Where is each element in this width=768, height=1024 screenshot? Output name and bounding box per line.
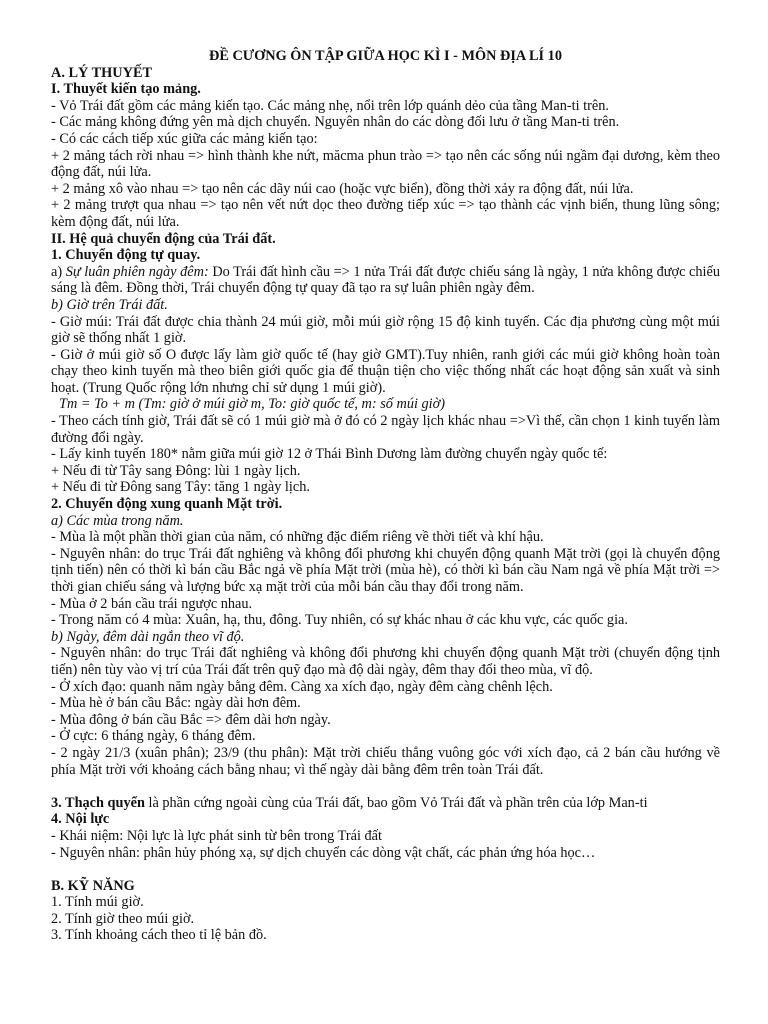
paragraph: - Trong năm có 4 mùa: Xuân, hạ, thu, đông. Tuy nhiên, có sự khác nhau ở các khu vực, các quốc gia. [51,612,628,629]
paragraph: - Mùa hè ở bán cầu Bắc: ngày dài hơn đêm. [51,695,301,712]
lithosphere-text: là phần cứng ngoài cùng của Trái đất, bao gồm Vỏ Trái đất và phần trên của lớp Man-ti [144,794,648,811]
paragraph: + 2 mảng trượt qua nhau => tạo nên vết nứt dọc theo đường tiếp xúc => tạo thành các vịnh biển, thung lũng sông; kèm động đất, núi lửa. [51,197,720,230]
paragraph: - Ở cực: 6 tháng ngày, 6 tháng đêm. [51,728,256,745]
paragraph [51,264,720,297]
paragraph: - Giờ ở múi giờ số O được lấy làm giờ quốc tế (hay giờ GMT).Tuy nhiên, ranh giới các múi giờ không hoàn toàn chạy theo kinh tuyến mà theo biên giới quốc gia để thuận tiện cho việc thống nhất các hoạt động sản xuất và sinh hoạt. (Trung Quốc rộng lớn nhưng chỉ sử dụng 1 múi giờ). [51,346,720,396]
lithosphere-heading: 3. Thạch quyển [51,794,145,811]
paragraph: - 2 ngày 21/3 (xuân phân); 23/9 (thu phân): Mặt trời chiếu thẳng vuông góc với xích đạo, cả 2 bán cầu hướng về phía Mặt trời với khoảng cách bằng nhau; vì thế ngày dài bằng đêm trên toàn Trái đất. [51,744,720,778]
day-length-heading: b) Ngày, đêm dài ngắn theo vĩ độ. [51,628,245,645]
time-formula: Tm = To + m (Tm: giờ ở múi giờ m, To: giờ quốc tế, m: số múi giờ) [59,396,446,413]
paragraph [51,795,720,812]
paragraph: - Mùa là một phần thời gian của năm, có những đặc điểm riêng về thời tiết và khí hậu. [51,529,544,546]
spacer [51,778,720,795]
time-heading: b) Giờ trên Trái đất. [51,296,168,313]
section-a-heading: A. LÝ THUYẾT [51,64,153,81]
section-b-heading: B. KỸ NĂNG [51,877,135,894]
paragraph: - Giờ múi: Trái đất được chia thành 24 múi giờ, mỗi múi giờ rộng 15 độ kinh tuyến. Các địa phương cùng một múi giờ sẽ thống nhất 1 giờ. [51,313,720,347]
sub2-heading: 2. Chuyển động xung quanh Mặt trời. [51,496,283,513]
sub1-heading: 1. Chuyển động tự quay. [51,247,201,264]
endogenic-heading: 4. Nội lực [51,811,110,828]
paragraph: - Lấy kinh tuyến 180* nằm giữa múi giờ 12 ở Thái Bình Dương làm đường chuyển ngày quốc tế: [51,446,608,463]
part1-heading: I. Thuyết kiến tạo mảng. [51,81,201,98]
paragraph: - Nguyên nhân: do trục Trái đất nghiêng và không đổi phương khi chuyển động quanh Mặt trời (gọi là chuyển động tịnh tiến) nên có thời kì bán cầu Bắc ngả về phía Mặt trời (mùa hè), có thời kì bán cầu Nam ngả về phía Mặt trời => thời gian chiếu sáng và lượng bức xạ mặt trời của mỗi bán cầu thay đổi trong năm. [51,545,720,595]
day-night-text: Do Trái đất hình cầu => 1 nửa Trái đất được chiếu sáng là ngày, 1 nửa không được chiếu sáng là đêm. Đồng thời, Trái chuyển động tự quay đã tạo ra sự luân phiên ngày đêm. [51,263,721,297]
paragraph: - Khái niệm: Nội lực là lực phát sinh từ bên trong Trái đất [51,827,382,844]
day-night-label: Sự luân phiên ngày đêm: [65,263,209,280]
list-item: 2. Tính giờ theo múi giờ. [51,910,195,927]
paragraph: - Nguyên nhân: do trục Trái đất nghiêng và không đổi phương khi chuyển động quanh Mặt trời (chuyển động tịnh tiến) nên tùy vào vị trí của Trái đất trên quỹ đạo mà độ dài ngày, đêm thay đổi theo mùa, vĩ độ. [51,645,720,678]
paragraph: - Các mảng không đứng yên mà dịch chuyển. Nguyên nhân do các dòng đối lưu ở tầng Man-ti trên. [51,114,620,131]
paragraph: - Nguyên nhân: phân hủy phóng xạ, sự dịch chuyển các dòng vật chất, các phản ứng hóa học… [51,844,596,861]
seasons-heading: a) Các mùa trong năm. [51,512,184,529]
list-item: 3. Tính khoảng cách theo tỉ lệ bản đồ. [51,927,267,944]
paragraph: - Theo cách tính giờ, Trái đất sẽ có 1 múi giờ mà ở đó có 2 ngày lịch khác nhau =>Vì thế, cần chọn 1 kinh tuyến làm đường đổi ngày. [51,413,720,446]
paragraph: + Nếu đi từ Đông sang Tây: tăng 1 ngày lịch. [51,479,310,496]
paragraph: + 2 mảng tách rời nhau => hình thành khe nứt, măcma phun trào => tạo nên các sống núi ngầm đại dương, kèm theo động đất, núi lửa. [51,147,720,181]
spacer [51,861,720,878]
paragraph: + Nếu đi từ Tây sang Đông: lùi 1 ngày lịch. [51,462,301,479]
document-title: ĐỀ CƯƠNG ÔN TẬP GIỮA HỌC KÌ I - MÔN ĐỊA LÍ 10 [209,48,562,64]
paragraph: - Ở xích đạo: quanh năm ngày bằng đêm. Càng xa xích đạo, ngày đêm càng chênh lệch. [51,678,553,695]
a-prefix: a) [51,263,66,280]
list-item: 1. Tính múi giờ. [51,894,144,911]
paragraph: - Vỏ Trái đất gồm các mảng kiến tạo. Các mảng nhẹ, nổi trên lớp quánh dẻo của tầng Man-ti trên. [51,97,609,114]
part2-heading: II. Hệ quả chuyển động của Trái đất. [51,230,276,247]
paragraph: + 2 mảng xô vào nhau => tạo nên các dãy núi cao (hoặc vực biển), đồng thời xảy ra động đất, núi lửa. [51,180,634,197]
paragraph: - Mùa ở 2 bán cầu trái ngược nhau. [51,595,253,612]
paragraph: - Có các cách tiếp xúc giữa các mảng kiến tạo: [51,130,318,147]
paragraph: - Mùa đông ở bán cầu Bắc => đêm dài hơn ngày. [51,711,331,728]
